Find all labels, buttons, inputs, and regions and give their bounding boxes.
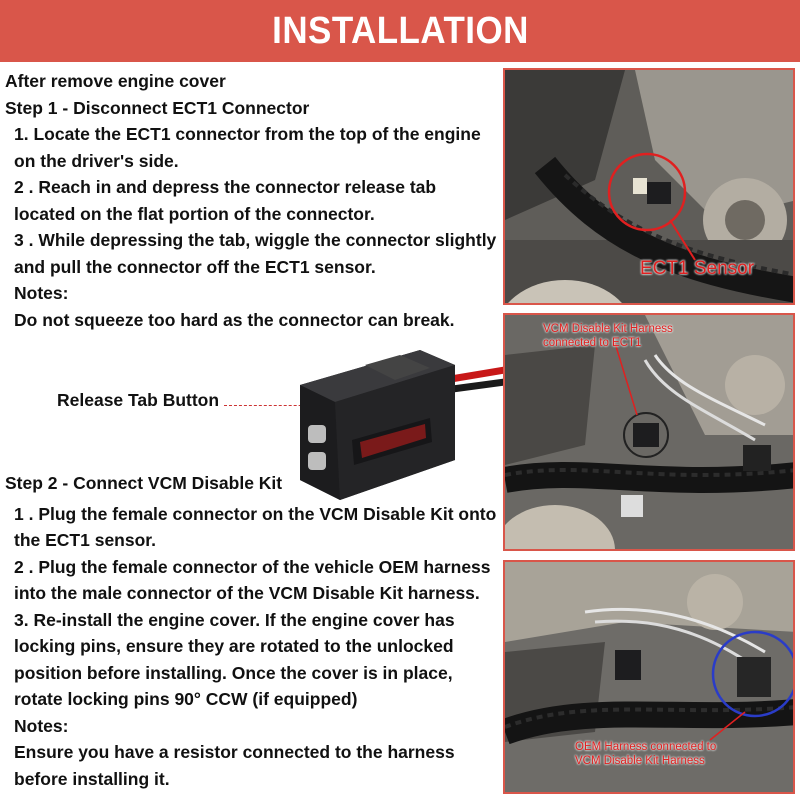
photo-ect1-sensor [503, 68, 795, 305]
step1-section [5, 68, 500, 333]
step2-note: Ensure you have a resistor connected to the harness before installing it. [14, 742, 455, 789]
intro-text: After remove engine cover [5, 71, 226, 91]
photo3-label [575, 740, 775, 768]
photo2-label [543, 322, 743, 350]
step2-section [5, 470, 500, 792]
step2-item-3: 3. Re-install the engine cover. If the engine cover has locking pins, ensure they are rotated to the unlocked position before installing. Once the cover is in place, rotate locking pins 90° CCW (if equipped) [14, 609, 455, 709]
release-tab-label: Release Tab Button [57, 390, 220, 410]
step2-title: Step 2 - Connect VCM Disable Kit [5, 473, 283, 493]
step1-item-3: 3 . While depressing the tab, wiggle the connector slightly and pull the connector off the ECT1 sensor. [14, 230, 497, 277]
step1-item-2: 2 . Reach in and depress the connector release tab located on the flat portion of the connector. [14, 177, 437, 224]
photo-oem-harness-connected [503, 560, 795, 794]
page-title: INSTALLATION [271, 9, 529, 52]
step2-item-1: 1 . Plug the female connector on the VCM Disable Kit onto the ECT1 sensor. [14, 503, 497, 550]
step1-notes-label: Notes: [14, 283, 69, 303]
photo3-label-line1: OEM Harness connected to [575, 741, 717, 753]
photo1-label: ECT1 Sensor [640, 258, 755, 279]
photo2-label-line1: VCM Disable Kit Harness [543, 323, 673, 335]
photo3-label-line2: VCM Disable Kit Harness [575, 755, 705, 767]
step1-item-1: 1. Locate the ECT1 connector from the top of the engine on the driver's side. [14, 124, 481, 171]
step1-title: Step 1 - Disconnect ECT1 Connector [5, 97, 310, 118]
photo-vcm-kit-connected [503, 313, 795, 551]
step2-notes-label: Notes: [14, 715, 69, 736]
header-banner [0, 0, 800, 62]
photo2-label-line2: connected to ECT1 [543, 337, 642, 349]
step2-item-2: 2 . Plug the female connector of the vehicle OEM harness into the male connector of the VCM Disable Kit harness. [14, 556, 491, 603]
step1-note: Do not squeeze too hard as the connector can break. [14, 309, 455, 330]
